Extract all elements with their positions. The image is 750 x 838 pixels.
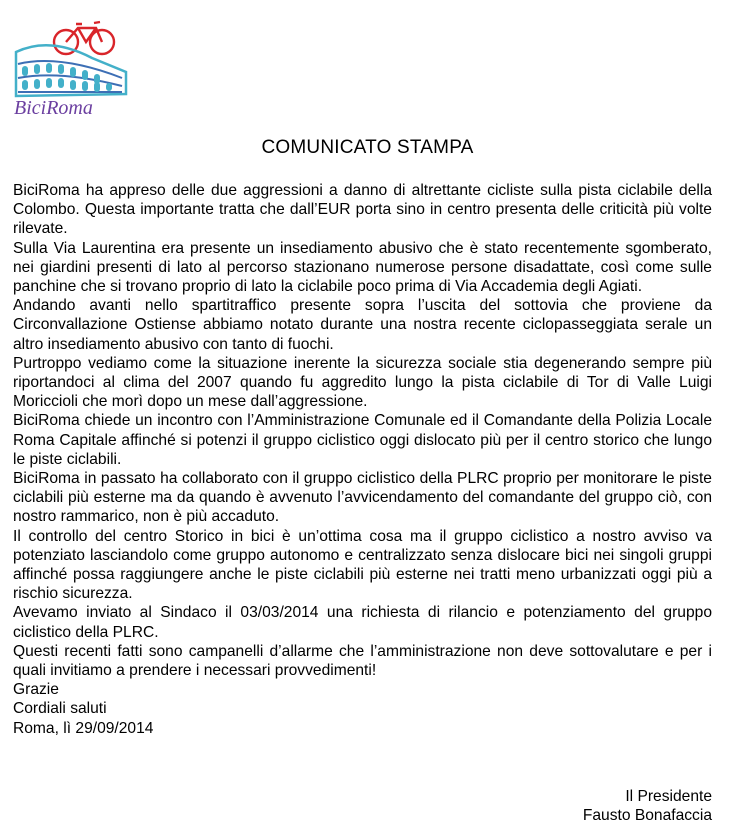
place-date: Roma, lì 29/09/2014 — [13, 719, 154, 737]
signature-block — [583, 787, 712, 825]
paragraph: Il controllo del centro Storico in bici è un’ottima cosa ma il gruppo ciclistico a nostro avviso va potenziato lasciandolo come gruppo autonomo e centralizzato senza dislocare bici nei singoli gruppi affinché possa raggiungere anche le piste ciclabili più esterne nei tratti meno urbanizzati oggi più a rischio sicurezza. — [13, 527, 712, 603]
closing-greetings: Cordiali saluti — [13, 700, 107, 718]
paragraph: Purtroppo vediamo come la situazione inerente la sicurezza sociale stia degenerando sempre più riportandoci al clima del 2007 quando fu aggredito lungo la pista ciclabile di Tor di Valle Luigi Moriccioli che morì dopo un mese dall’aggressione. — [13, 354, 712, 411]
paragraph: BiciRoma chiede un incontro con l’Amministrazione Comunale ed il Comandante della Polizia Locale Roma Capitale affinché si potenzi il gruppo ciclistico oggi dislocato più per il centro storico che lungo le piste ciclabili. — [13, 412, 712, 468]
paragraph: Avevamo inviato al Sindaco il 03/03/2014 una richiesta di rilancio e potenziamento del gruppo ciclistico della PLRC. — [13, 604, 712, 641]
paragraph: Sulla Via Laurentina era presente un insediamento abusivo che è stato recentemente sgomberato, nei giardini presenti di lato al percorso stazionano numerose persone disadattate, così come sulle panchine che si trovano proprio di lato la ciclabile poco prima di Via Accademia degli Agiati. — [13, 239, 712, 296]
closing-thanks: Grazie — [13, 681, 59, 699]
paragraph: BiciRoma ha appreso delle due aggressioni a danno di altrettante cicliste sulla pista ciclabile della Colombo. Questa importante tratta che dall’EUR porta sino in centro presenta delle criticità più volte rilevate. — [13, 182, 712, 238]
press-release-body — [13, 181, 712, 738]
paragraph: Andando avanti nello spartitraffico presente sopra l’uscita del sottovia che proviene da Circonvallazione Ostiense abbiamo notato durante una nostra recente ciclopasseggiata serale un altro insediamento abusivo con tanto di fuochi. — [13, 297, 712, 353]
colosseum-bicycle-icon — [10, 14, 130, 118]
signature-name: Fausto Bonafaccia — [582, 807, 712, 825]
page-title: COMUNICATO STAMPA — [261, 137, 474, 158]
biciroma-logo — [10, 14, 130, 118]
signature-role: Il Presidente — [625, 788, 712, 805]
logo-wordmark: BiciRoma — [14, 97, 93, 118]
paragraph: Questi recenti fatti sono campanelli d’allarme che l’amministrazione non deve sottovalutare e per i quali invitiamo a prendere i necessari provvedimenti! — [13, 642, 712, 680]
paragraph: BiciRoma in passato ha collaborato con il gruppo ciclistico della PLRC proprio per monitorare le piste ciclabili più esterne ma da quando è avvenuto l’avvicendamento del comandante del gruppo ciò, con nostro rammarico, non è più accaduto. — [13, 470, 712, 526]
